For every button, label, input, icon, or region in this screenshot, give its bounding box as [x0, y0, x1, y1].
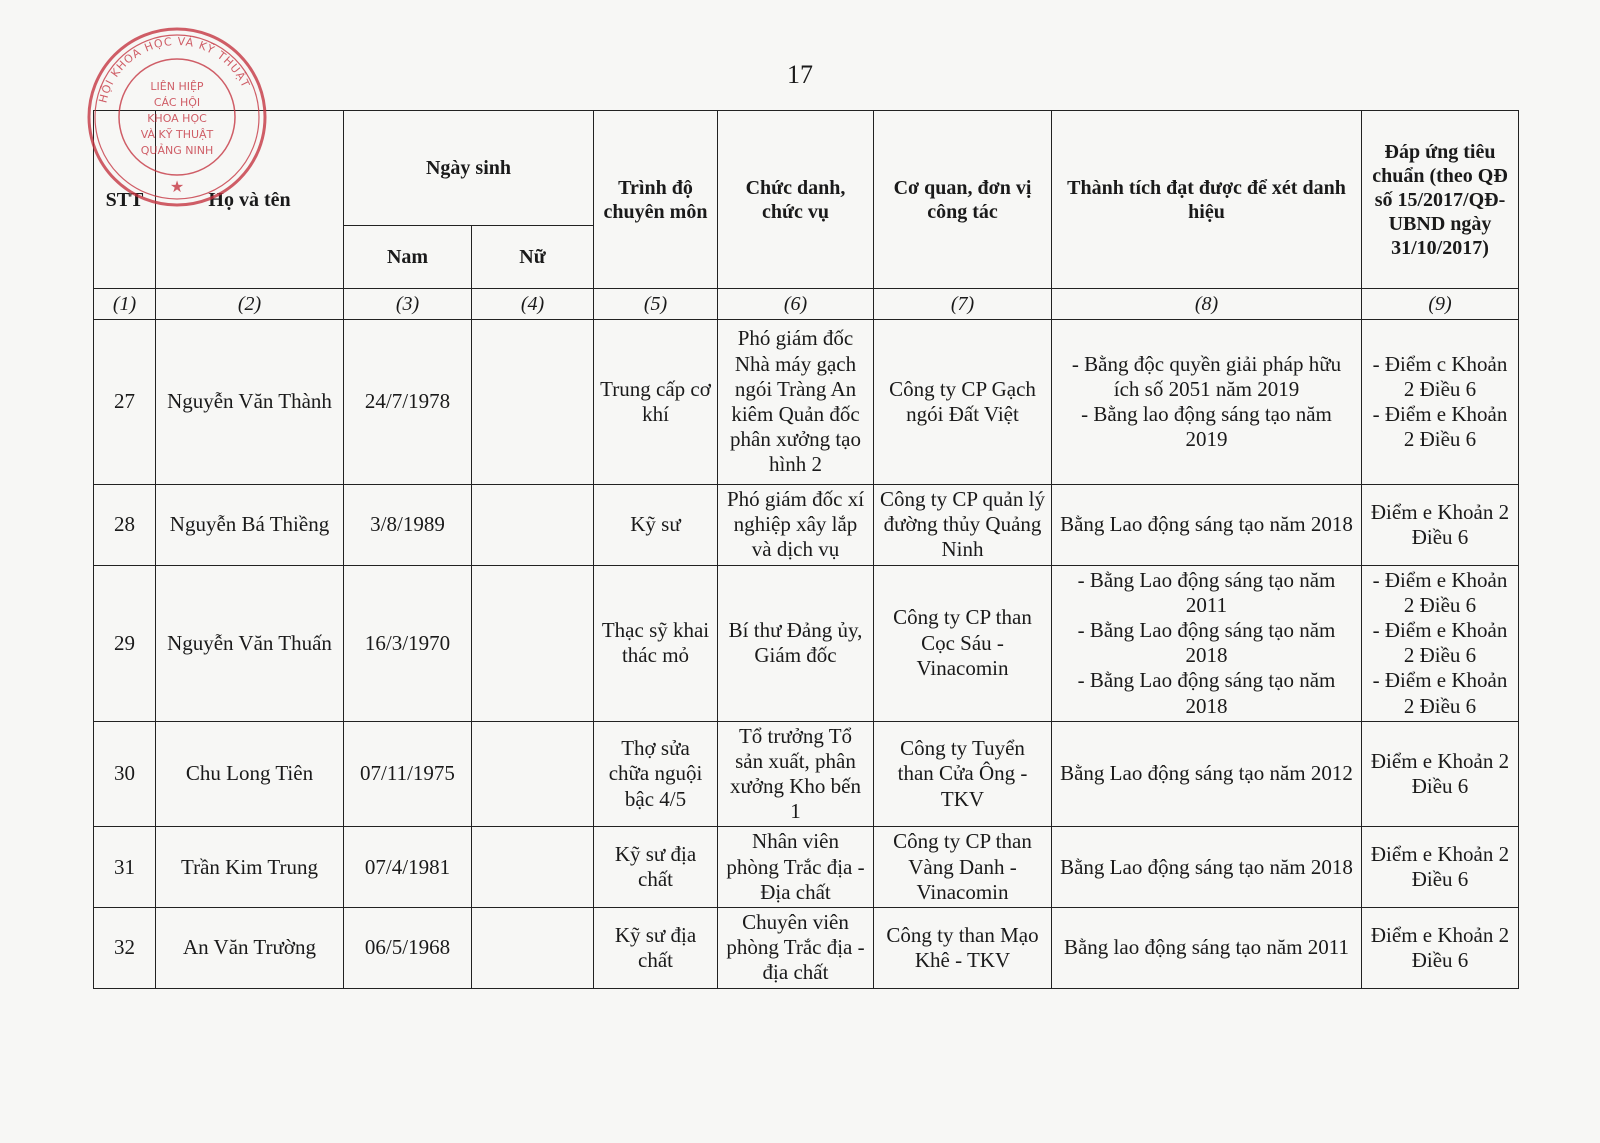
column-index: (9)	[1362, 289, 1519, 320]
cell-name: An Văn Trường	[156, 908, 344, 989]
cell-stt: 27	[94, 320, 156, 485]
cell-name: Nguyễn Bá Thiềng	[156, 485, 344, 566]
seal-line: VÀ KỸ THUẬT	[140, 128, 214, 141]
cell-criteria	[1362, 827, 1519, 908]
table-row	[94, 565, 1519, 721]
cell-organization: Công ty Tuyển than Cửa Ông - TKV	[874, 721, 1052, 827]
column-index: (1)	[94, 289, 156, 320]
criteria-line: Điểm e Khoản 2 Điều 6	[1370, 748, 1510, 799]
cell-organization: Công ty CP Gạch ngói Đất Việt	[874, 320, 1052, 485]
cell-organization: Công ty CP than Vàng Danh - Vinacomin	[874, 827, 1052, 908]
table-row	[94, 721, 1519, 827]
cell-achievements	[1052, 320, 1362, 485]
header-qualification: Trình độ chuyên môn	[594, 111, 718, 289]
cell-stt: 31	[94, 827, 156, 908]
cell-qualification: Thạc sỹ khai thác mỏ	[594, 565, 718, 721]
page-number: 17	[787, 60, 813, 89]
criteria-line: Điểm e Khoản 2 Điều 6	[1370, 499, 1510, 549]
header-row	[94, 111, 1519, 226]
table-row	[94, 485, 1519, 566]
criteria-line: - Điểm e Khoản 2 Điều 6	[1372, 567, 1508, 617]
cell-organization: Công ty CP quản lý đường thủy Quảng Ninh	[874, 485, 1052, 566]
header-achievements: Thành tích đạt được để xét danh hiệu	[1052, 111, 1362, 289]
cell-dob-female	[472, 908, 594, 989]
header-female: Nữ	[472, 226, 594, 289]
achievement-line: Bằng Lao động sáng tạo năm 2018	[1060, 854, 1353, 879]
cell-dob-male: 16/3/1970	[344, 565, 472, 721]
header-organization: Cơ quan, đơn vị công tác	[874, 111, 1052, 289]
criteria-line: - Điểm e Khoản 2 Điều 6	[1372, 402, 1508, 452]
cell-dob-female	[472, 721, 594, 827]
cell-qualification: Kỹ sư địa chất	[594, 908, 718, 989]
cell-qualification: Kỹ sư	[594, 485, 718, 566]
column-index: (2)	[156, 289, 344, 320]
cell-criteria	[1362, 485, 1519, 566]
cell-position: Phó giám đốc Nhà máy gạch ngói Tràng An kiêm Quản đốc phân xưởng tạo hình 2	[718, 320, 874, 485]
cell-criteria	[1362, 565, 1519, 721]
cell-qualification: Trung cấp cơ khí	[594, 320, 718, 485]
seal-line: KHOA HỌC	[147, 112, 207, 125]
cell-achievements	[1052, 565, 1362, 721]
cell-achievements	[1052, 908, 1362, 989]
cell-qualification: Kỹ sư địa chất	[594, 827, 718, 908]
cell-stt: 32	[94, 908, 156, 989]
achievement-line: - Bằng Lao động sáng tạo năm 2011	[1077, 567, 1336, 617]
header-name: Họ và tên	[156, 111, 344, 289]
achievement-line: - Bằng Lao động sáng tạo năm 2018	[1077, 617, 1336, 668]
column-index-row	[94, 289, 1519, 320]
table-row	[94, 827, 1519, 908]
cell-position: Nhân viên phòng Trắc địa - Địa chất	[718, 827, 874, 908]
seal-line: QUẢNG NINH	[140, 144, 214, 157]
cell-qualification: Thợ sửa chữa nguội bậc 4/5	[594, 721, 718, 827]
column-index: (4)	[472, 289, 594, 320]
header-male: Nam	[344, 226, 472, 289]
cell-dob-female	[472, 565, 594, 721]
achievement-line: Bằng Lao động sáng tạo năm 2012	[1060, 761, 1353, 786]
cell-organization: Công ty CP than Cọc Sáu - Vinacomin	[874, 565, 1052, 721]
column-index: (6)	[718, 289, 874, 320]
cell-position: Bí thư Đảng ủy, Giám đốc	[718, 565, 874, 721]
cell-achievements	[1052, 827, 1362, 908]
cell-achievements	[1052, 721, 1362, 827]
cell-criteria	[1362, 908, 1519, 989]
cell-stt: 28	[94, 485, 156, 566]
criteria-line: Điểm e Khoản 2 Điều 6	[1370, 922, 1510, 972]
achievement-line: - Bằng lao động sáng tạo năm 2019	[1081, 402, 1332, 452]
cell-organization: Công ty than Mạo Khê - TKV	[874, 908, 1052, 989]
seal-line: LIÊN HIỆP	[150, 80, 204, 93]
cell-dob-female	[472, 320, 594, 485]
criteria-line: - Điểm e Khoản 2 Điều 6	[1372, 617, 1508, 668]
nominee-table	[93, 110, 1519, 989]
header-criteria: Đáp ứng tiêu chuẩn (theo QĐ số 15/2017/QĐ-UBND ngày 31/10/2017)	[1362, 111, 1519, 289]
achievement-line: - Bằng độc quyền giải pháp hữu ích số 2051 năm 2019	[1071, 351, 1342, 401]
cell-dob-male: 06/5/1968	[344, 908, 472, 989]
table-row	[94, 320, 1519, 485]
seal-line: CÁC HỘI	[153, 96, 201, 109]
column-index: (7)	[874, 289, 1052, 320]
column-index: (5)	[594, 289, 718, 320]
cell-stt: 30	[94, 721, 156, 827]
cell-dob-male: 07/11/1975	[344, 721, 472, 827]
header-position: Chức danh, chức vụ	[718, 111, 874, 289]
header-dob: Ngày sinh	[344, 111, 594, 226]
cell-criteria	[1362, 721, 1519, 827]
cell-stt: 29	[94, 565, 156, 721]
cell-name: Nguyễn Văn Thành	[156, 320, 344, 485]
table-row	[94, 908, 1519, 989]
seal-ring-text: HỘI KHOA HỌC VÀ KỸ THUẬT	[96, 34, 253, 105]
official-seal-icon	[82, 22, 272, 212]
achievement-line: - Bằng Lao động sáng tạo năm 2018	[1077, 668, 1336, 718]
achievement-line: Bằng Lao động sáng tạo năm 2018	[1060, 512, 1353, 537]
criteria-line: - Điểm e Khoản 2 Điều 6	[1372, 668, 1508, 718]
cell-position: Chuyên viên phòng Trắc địa - địa chất	[718, 908, 874, 989]
cell-name: Nguyễn Văn Thuấn	[156, 565, 344, 721]
cell-criteria	[1362, 320, 1519, 485]
criteria-line: - Điểm c Khoản 2 Điều 6	[1372, 351, 1508, 401]
cell-dob-female	[472, 485, 594, 566]
header-stt: STT	[94, 111, 156, 289]
cell-position: Tổ trưởng Tổ sản xuất, phân xưởng Kho bến 1	[718, 721, 874, 827]
column-index: (8)	[1052, 289, 1362, 320]
cell-dob-male: 24/7/1978	[344, 320, 472, 485]
achievement-line: Bằng lao động sáng tạo năm 2011	[1063, 935, 1349, 960]
cell-dob-male: 07/4/1981	[344, 827, 472, 908]
criteria-line: Điểm e Khoản 2 Điều 6	[1370, 842, 1510, 892]
svg-text:★: ★	[169, 177, 185, 196]
cell-name: Trần Kim Trung	[156, 827, 344, 908]
cell-dob-female	[472, 827, 594, 908]
cell-achievements	[1052, 485, 1362, 566]
cell-position: Phó giám đốc xí nghiệp xây lắp và dịch vụ	[718, 485, 874, 566]
column-index: (3)	[344, 289, 472, 320]
cell-name: Chu Long Tiên	[156, 721, 344, 827]
cell-dob-male: 3/8/1989	[344, 485, 472, 566]
